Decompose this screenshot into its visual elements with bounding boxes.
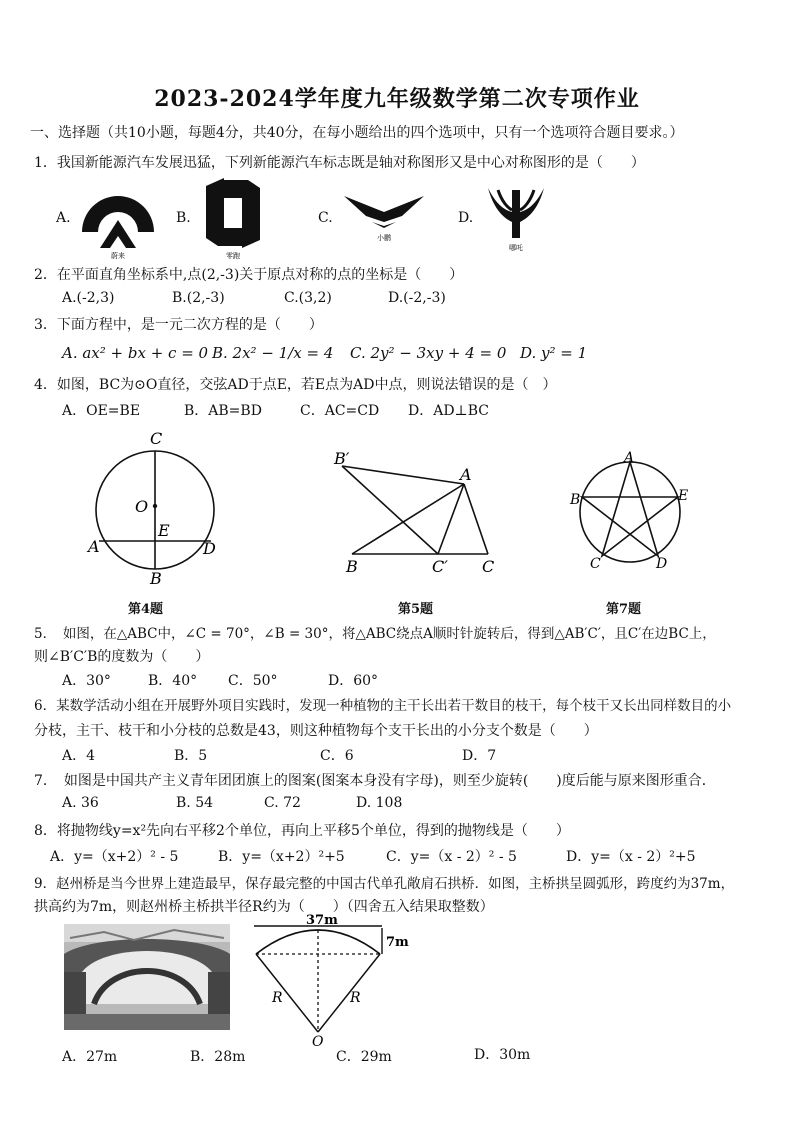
q1-stem: 1．我国新能源汽车发展迅猛，下列新能源汽车标志既是轴对称图形又是中心对称图形的是（ ） xyxy=(34,155,645,171)
figure-5 xyxy=(328,446,508,576)
logo-b-caption: 零跑 xyxy=(226,252,240,260)
q2-option-c[interactable]: C.(3,2) xyxy=(284,290,332,306)
bridge-photo xyxy=(64,924,230,1030)
fig5-label-a: A xyxy=(460,465,472,484)
q5-option-b[interactable]: B．40° xyxy=(148,673,198,689)
logo-a-icon xyxy=(78,186,158,260)
q1-option-d[interactable]: D. xyxy=(458,210,474,226)
q5-option-c[interactable]: C．50° xyxy=(228,673,278,689)
q9-option-c[interactable]: C．29m xyxy=(336,1049,392,1065)
fig4-label-o: O xyxy=(135,497,149,516)
q8-option-a[interactable]: A．y=（x+2）² - 5 xyxy=(50,849,179,865)
q5-option-d[interactable]: D．60° xyxy=(328,673,379,689)
q6-option-c[interactable]: C．6 xyxy=(320,748,354,764)
fig7-label-d: D xyxy=(656,556,668,572)
q8-stem: 8．将抛物线y=x²先向右平移2个单位，再向上平移5个单位，得到的抛物线是（ ） xyxy=(34,823,570,839)
q6-option-d[interactable]: D．7 xyxy=(462,748,497,764)
fig5-label-b: B xyxy=(346,557,358,576)
fig4-label-b: B xyxy=(150,569,162,588)
q3-option-d[interactable]: D. y² = 1 xyxy=(520,344,588,362)
fig4-label-e: E xyxy=(158,521,170,540)
fig5-label-c: C xyxy=(482,557,495,576)
q8-option-c[interactable]: C．y=（x - 2）² - 5 xyxy=(386,849,517,865)
fig7-label-e: E xyxy=(678,488,689,504)
fig5-caption: 第5题 xyxy=(398,602,434,617)
q6-stem-line1: 6．某数学活动小组在开展野外项目实践时，发现一种植物的主干长出若干数目的枝干，每个枝干又长出同样数目的小 xyxy=(34,698,732,714)
q2-option-a[interactable]: A.(-2,3) xyxy=(62,290,115,306)
arch-radius-label-left: R xyxy=(272,990,283,1006)
q3-stem: 3．下面方程中，是一元二次方程的是（ ） xyxy=(34,317,323,333)
q5-stem-line1: 5． 如图，在△ABC中，∠C = 70°，∠B = 30°，将△ABC绕点A顺时针旋转后，得到△AB′C′，且C′在边BC上， xyxy=(34,626,716,642)
q1-option-a[interactable]: A. xyxy=(56,210,71,226)
fig7-label-a: A xyxy=(624,450,635,466)
q8-option-d[interactable]: D．y=（x - 2）²+5 xyxy=(566,849,696,865)
logo-c-caption: 小鹏 xyxy=(377,234,391,242)
q3-option-b[interactable]: B. 2x² − 1/x = 4 xyxy=(212,344,334,362)
fig7-caption: 第7题 xyxy=(606,602,642,617)
arch-height-label: 7m xyxy=(386,935,409,950)
q1-option-c[interactable]: C. xyxy=(318,210,333,226)
fig7-label-c: C xyxy=(590,556,601,572)
logo-a-caption: 蔚来 xyxy=(111,252,125,260)
q5-stem-line2: 则∠B′C′B的度数为（ ） xyxy=(34,649,210,665)
q9-option-b[interactable]: B．28m xyxy=(190,1049,246,1065)
fig4-label-d: D xyxy=(203,539,216,558)
logo-d-icon xyxy=(484,182,548,254)
logo-b-icon xyxy=(198,176,268,260)
q4-option-b[interactable]: B．AB=BD xyxy=(184,403,262,419)
section-header: 一、选择题（共10小题，每题4分，共40分，在每小题给出的四个选项中，只有一个选项符合题目要求。） xyxy=(30,125,684,141)
q9-stem-line1: 9．赵州桥是当今世界上建造最早，保存最完整的中国古代单孔敞肩石拱桥．如图，主桥拱呈圆弧形，跨度约为37m， xyxy=(34,876,735,892)
q8-option-b[interactable]: B．y=（x+2）²+5 xyxy=(218,849,345,865)
fig4-caption: 第4题 xyxy=(128,602,164,617)
fig4-label-c: C xyxy=(150,429,163,448)
q7-option-d[interactable]: D. 108 xyxy=(356,795,403,811)
logo-d-caption: 哪吒 xyxy=(509,244,523,252)
figure-7 xyxy=(566,452,696,572)
q1-option-b[interactable]: B. xyxy=(176,210,191,226)
q6-option-b[interactable]: B．5 xyxy=(174,748,208,764)
q4-stem: 4．如图，BC为⊙O直径，交弦AD于点E，若E点为AD中点，则说法错误的是（ ） xyxy=(34,377,557,393)
fig5-label-bprime: B′ xyxy=(334,449,350,468)
q2-option-b[interactable]: B.(2,-3) xyxy=(172,290,225,306)
arch-diagram xyxy=(250,912,409,1050)
arch-radius-label-right: R xyxy=(350,990,361,1006)
q9-option-d[interactable]: D．30m xyxy=(474,1047,531,1063)
q3-option-c[interactable]: C. 2y² − 3xy + 4 = 0 xyxy=(350,344,507,362)
fig7-label-b: B xyxy=(570,492,581,508)
figure-4 xyxy=(80,424,230,594)
q2-option-d[interactable]: D.(-2,-3) xyxy=(388,290,446,306)
q6-stem-line2: 分枝，主干、枝干和小分枝的总数是43，则这种植物每个支干长出的小分支个数是（ ） xyxy=(34,723,598,739)
q2-stem: 2．在平面直角坐标系中,点(2,-3)关于原点对称的点的坐标是（ ） xyxy=(34,267,464,283)
q4-option-c[interactable]: C．AC=CD xyxy=(300,403,380,419)
q7-option-a[interactable]: A. 36 xyxy=(62,795,99,811)
q7-stem: 7． 如图是中国共产主义青年团团旗上的图案(图案本身没有字母)，则至少旋转( )度后能与原来图形重合． xyxy=(34,773,716,789)
q3-option-a[interactable]: A. ax² + bx + c = 0 xyxy=(62,344,209,362)
q5-option-a[interactable]: A．30° xyxy=(62,673,111,689)
fig5-label-cprime: C′ xyxy=(432,557,448,576)
arch-center-label: O xyxy=(312,1034,324,1050)
q6-option-a[interactable]: A．4 xyxy=(62,748,96,764)
arch-span-label: 37m xyxy=(306,913,338,928)
q9-stem-line2: 拱高约为7m，则赵州桥主桥拱半径R约为（ ）（四舍五入结果取整数） xyxy=(34,899,494,915)
fig4-label-a: A xyxy=(88,537,100,556)
q7-option-b[interactable]: B. 54 xyxy=(176,795,214,811)
page-title: 2023-2024学年度九年级数学第二次专项作业 xyxy=(154,86,640,112)
q7-option-c[interactable]: C. 72 xyxy=(264,795,301,811)
q4-option-d[interactable]: D．AD⊥BC xyxy=(408,403,489,419)
logo-c-icon xyxy=(342,192,426,244)
q9-option-a[interactable]: A．27m xyxy=(62,1049,118,1065)
q4-option-a[interactable]: A．OE=BE xyxy=(62,403,141,419)
